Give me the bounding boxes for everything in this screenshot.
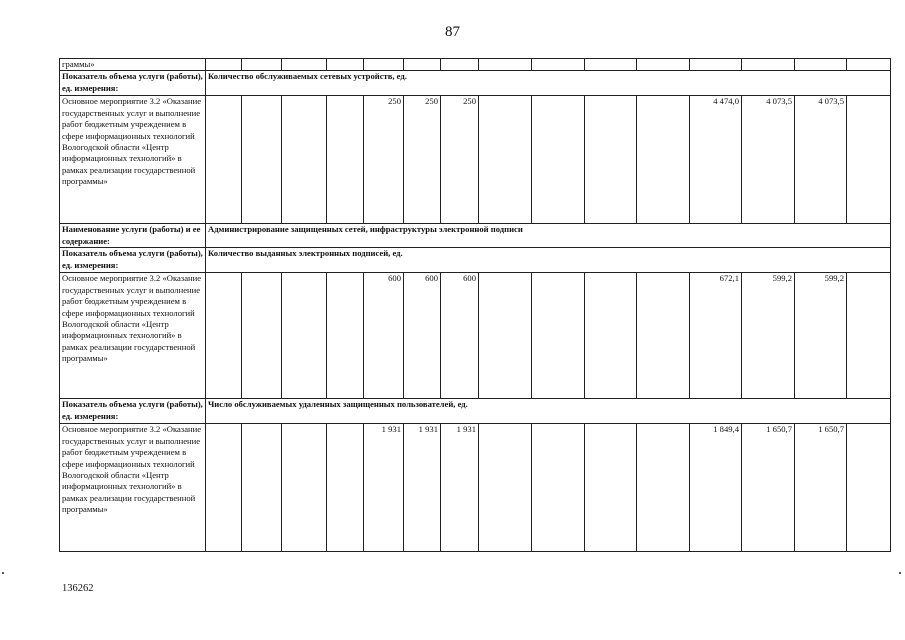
indicator-value: Число обслуживаемых удаленных защищенных пользователей, ед.	[206, 399, 891, 424]
measure-label: Основное мероприятие 3.2 «Оказание государственных услуг и выполнение работ бюджетным учреждением в сфере информационных технологий Вологодской области «Центр информационных технологий» в рамках реализации государственной программы»	[60, 96, 206, 224]
indicator-label: Показатель объема услуги (работы), ед. измерения:	[60, 399, 206, 424]
indicator-value: Количество выданных электронных подписей, ед.	[206, 248, 891, 273]
footer-code: 136262	[62, 583, 94, 594]
page-number: 87	[445, 24, 460, 40]
finance-cell: 1 650,7	[795, 424, 847, 552]
finance-cell: 599,2	[795, 273, 847, 399]
table-row	[60, 399, 891, 424]
table-row	[60, 71, 891, 96]
budget-table	[59, 58, 891, 552]
measure-label: Основное мероприятие 3.2 «Оказание государственных услуг и выполнение работ бюджетным учреждением в сфере информационных технологий Вологодской области «Центр информационных технологий» в рамках реализации государственной программы»	[60, 424, 206, 552]
table-row	[60, 59, 891, 71]
table-row	[60, 96, 891, 224]
table-row	[60, 273, 891, 399]
scan-artifact	[2, 572, 4, 574]
indicator-label: Показатель объема услуги (работы), ед. измерения:	[60, 71, 206, 96]
indicator-value: Количество обслуживаемых сетевых устройств, ед.	[206, 71, 891, 96]
finance-cell: 4 073,5	[742, 96, 795, 224]
service-value: Администрирование защищенных сетей, инфраструктуры электронной подписи	[206, 224, 891, 248]
service-label: Наименование услуги (работы) и ее содержание:	[60, 224, 206, 248]
finance-cell: 1 849,4	[690, 424, 742, 552]
finance-cell: 4 474,0	[690, 96, 742, 224]
value-cell: 250	[364, 96, 404, 224]
table-row	[60, 424, 891, 552]
value-cell: 600	[404, 273, 441, 399]
scan-artifact	[899, 572, 901, 574]
finance-cell: 4 073,5	[795, 96, 847, 224]
indicator-label: Показатель объема услуги (работы), ед. измерения:	[60, 248, 206, 273]
value-cell: 250	[404, 96, 441, 224]
finance-cell: 599,2	[742, 273, 795, 399]
finance-cell: 1 650,7	[742, 424, 795, 552]
value-cell: 1 931	[404, 424, 441, 552]
table-row	[60, 224, 891, 248]
table-row	[60, 248, 891, 273]
value-cell: 1 931	[364, 424, 404, 552]
measure-label: Основное мероприятие 3.2 «Оказание государственных услуг и выполнение работ бюджетным учреждением в сфере информационных технологий Вологодской области «Центр информационных технологий» в рамках реализации государственной программы»	[60, 273, 206, 399]
value-cell: 250	[441, 96, 479, 224]
value-cell: 600	[364, 273, 404, 399]
value-cell: 1 931	[441, 424, 479, 552]
value-cell: 600	[441, 273, 479, 399]
finance-cell: 672,1	[690, 273, 742, 399]
row-label: граммы»	[60, 59, 206, 71]
